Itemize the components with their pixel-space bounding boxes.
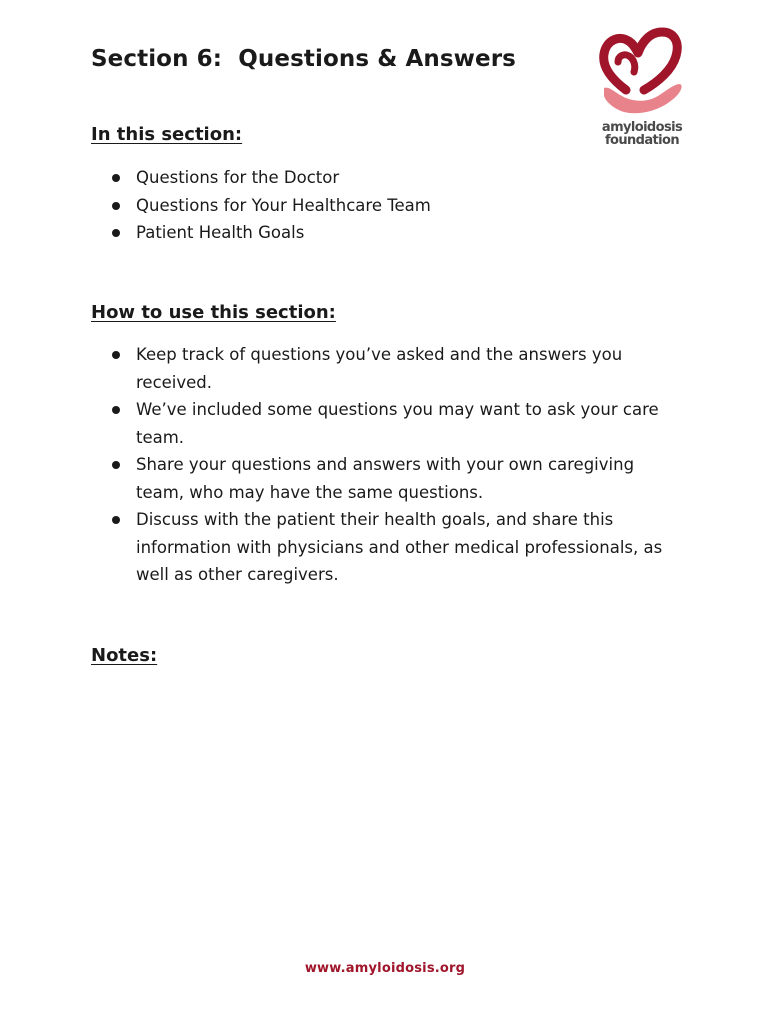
list-item: Questions for the Doctor — [110, 164, 700, 192]
list-item: Patient Health Goals — [110, 219, 700, 247]
logo-line-2: foundation — [604, 133, 680, 148]
list-item: Discuss with the patient their health goals, and share this information with physicians and other medical professionals, as well as other caregivers. — [110, 506, 670, 589]
footer-website-link[interactable]: www.amyloidosis.org — [304, 961, 466, 976]
in-this-section-heading: In this section: — [91, 124, 243, 145]
how-to-use-list — [110, 341, 670, 589]
notes-heading: Notes: — [91, 645, 158, 666]
logo-line-1: amyloidosis — [601, 120, 683, 135]
page-title: Section 6: Questions & Answers — [91, 46, 516, 72]
amyloidosis-foundation-logo — [596, 26, 688, 151]
in-this-section-list — [110, 164, 700, 247]
logo-wordmark — [596, 121, 688, 147]
list-item: Share your questions and answers with your own caregiving team, who may have the same questions. — [110, 451, 670, 506]
list-item: Keep track of questions you’ve asked and the answers you received. — [110, 341, 670, 396]
how-to-use-heading: How to use this section: — [91, 302, 336, 323]
heart-hand-logo-icon — [596, 26, 688, 121]
list-item: We’ve included some questions you may want to ask your care team. — [110, 396, 670, 451]
list-item: Questions for Your Healthcare Team — [110, 192, 700, 220]
